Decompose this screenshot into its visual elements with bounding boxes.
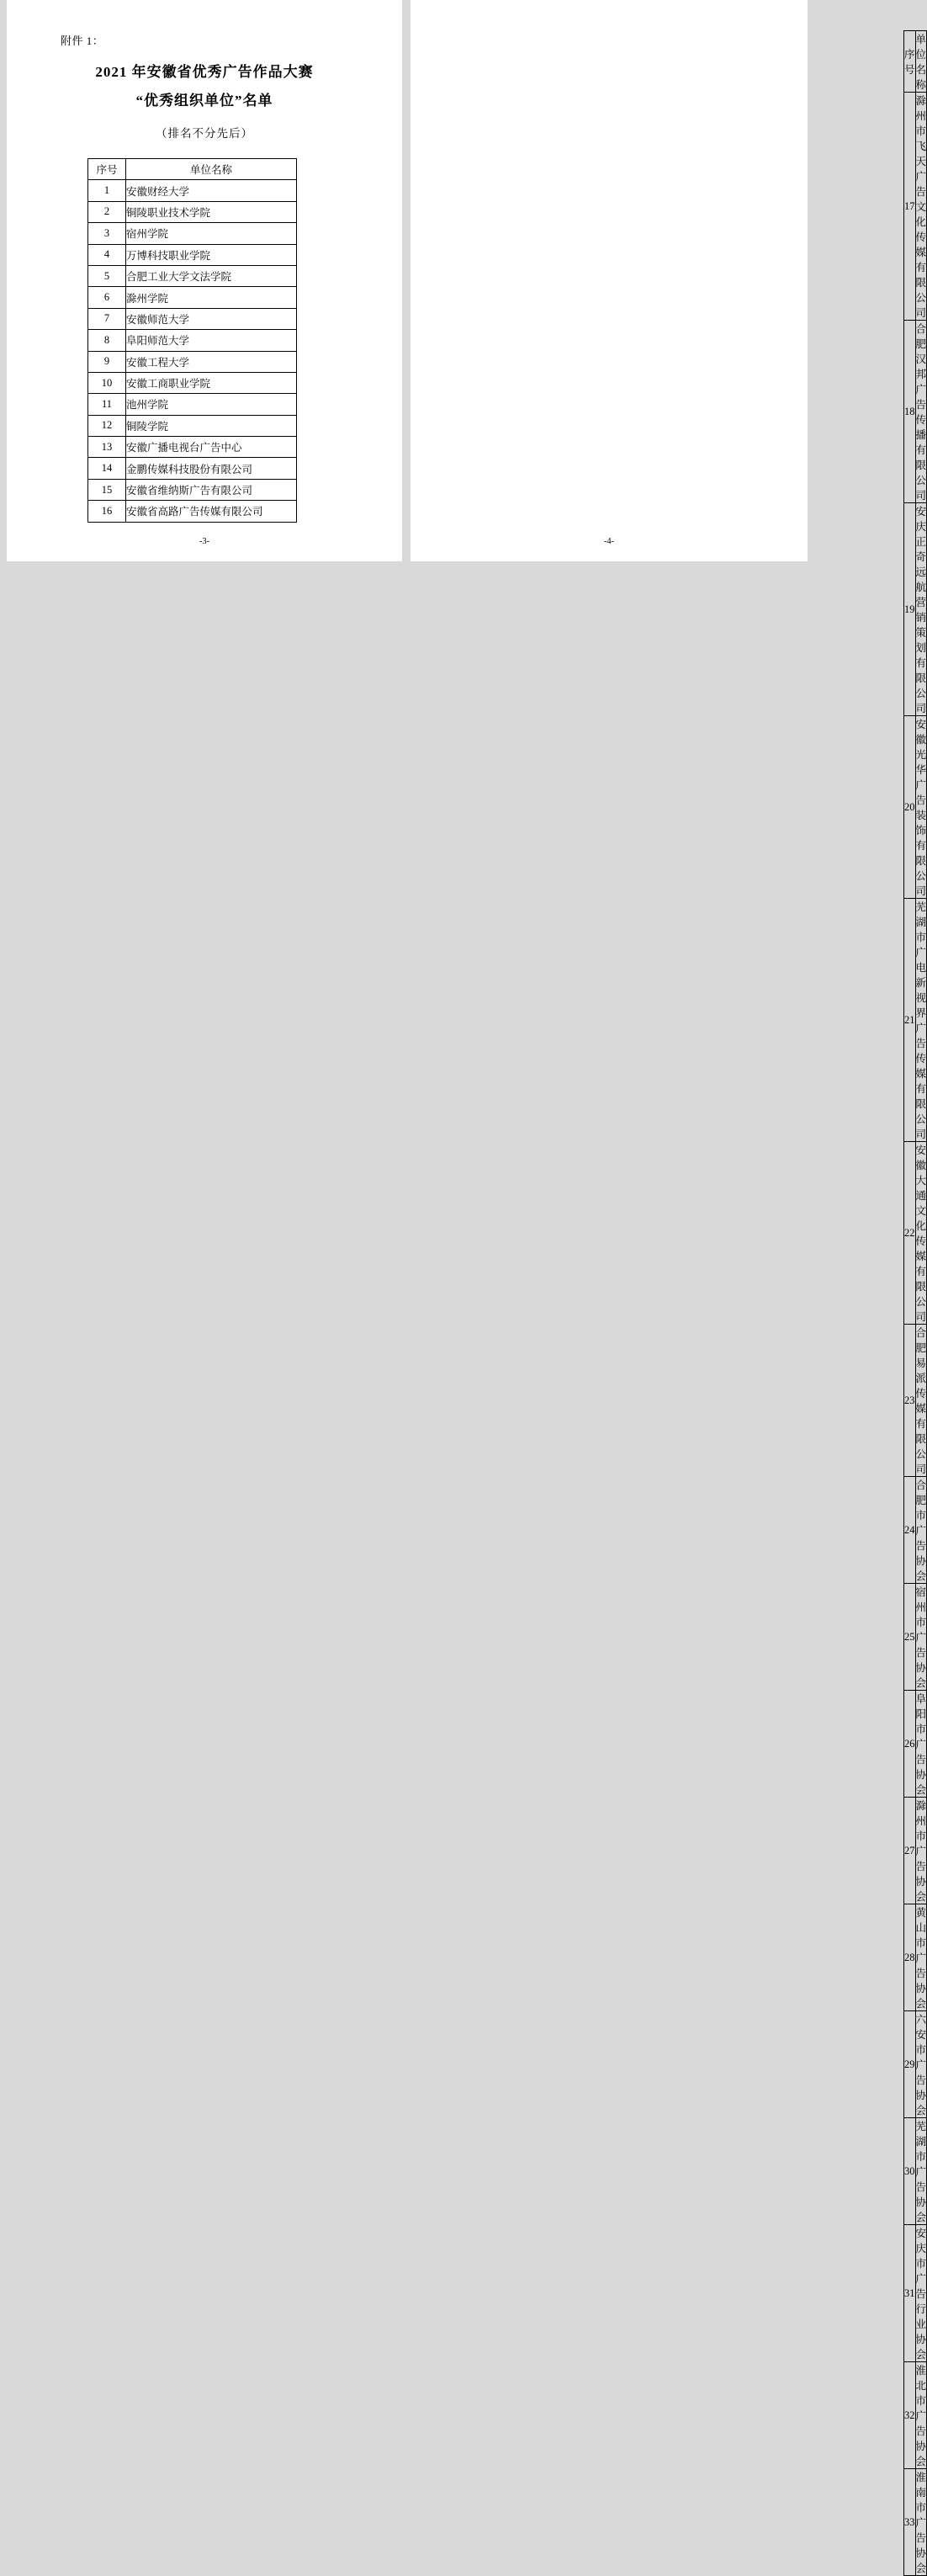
cell-name: 阜阳师范大学 bbox=[126, 330, 297, 351]
cell-no: 4 bbox=[88, 244, 126, 265]
attachment-label: 附件 1： bbox=[61, 35, 104, 47]
table-row bbox=[904, 1904, 927, 2011]
column-header-no: 序号 bbox=[904, 31, 916, 93]
cell-name: 万博科技职业学院 bbox=[126, 244, 297, 265]
cell-name: 黄山市广告协会 bbox=[915, 1904, 927, 2011]
column-header-no: 序号 bbox=[88, 159, 126, 180]
table-row bbox=[904, 1584, 927, 1691]
table-row bbox=[88, 265, 297, 286]
table-row bbox=[904, 2469, 927, 2576]
table-row bbox=[904, 1477, 927, 1584]
page-title-line-2: “优秀组织单位”名单 bbox=[135, 93, 273, 109]
table-row bbox=[904, 1798, 927, 1904]
table-row bbox=[904, 2362, 927, 2469]
table-row bbox=[904, 503, 927, 716]
cell-no: 11 bbox=[88, 394, 126, 415]
cell-no: 17 bbox=[904, 93, 916, 321]
cell-no: 8 bbox=[88, 330, 126, 351]
table-row bbox=[88, 437, 297, 458]
cell-name: 金鹏传媒科技股份有限公司 bbox=[126, 458, 297, 479]
cell-name: 池州学院 bbox=[126, 394, 297, 415]
page-left bbox=[7, 0, 402, 561]
cell-name: 安徽工商职业学院 bbox=[126, 372, 297, 393]
table-row bbox=[904, 2225, 927, 2362]
cell-name: 安徽财经大学 bbox=[126, 180, 297, 201]
cell-no: 15 bbox=[88, 479, 126, 500]
table-row bbox=[904, 321, 927, 503]
cell-name: 合肥汉邦广告传播有限公司 bbox=[915, 321, 927, 503]
cell-name: 宿州学院 bbox=[126, 223, 297, 244]
page-subtitle: （排名不分先后） bbox=[156, 127, 253, 140]
cell-no: 33 bbox=[904, 2469, 916, 2576]
cell-name: 芜湖市广告协会 bbox=[915, 2118, 927, 2225]
cell-no: 26 bbox=[904, 1691, 916, 1798]
cell-name: 淮北市广告协会 bbox=[915, 2362, 927, 2469]
cell-no: 29 bbox=[904, 2011, 916, 2118]
table-row bbox=[88, 501, 297, 522]
cell-name: 安徽光华广告装饰有限公司 bbox=[915, 716, 927, 899]
cell-no: 2 bbox=[88, 201, 126, 222]
cell-name: 安庆市广告行业协会 bbox=[915, 2225, 927, 2362]
cell-no: 20 bbox=[904, 716, 916, 899]
cell-name: 安徽大通文化传媒有限公司 bbox=[915, 1142, 927, 1325]
table-row bbox=[88, 458, 297, 479]
cell-no: 32 bbox=[904, 2362, 916, 2469]
unit-list-table-right bbox=[903, 30, 927, 2576]
cell-no: 25 bbox=[904, 1584, 916, 1691]
table-row bbox=[88, 479, 297, 500]
cell-no: 13 bbox=[88, 437, 126, 458]
cell-no: 28 bbox=[904, 1904, 916, 2011]
cell-name: 安徽工程大学 bbox=[126, 351, 297, 372]
cell-no: 7 bbox=[88, 308, 126, 329]
table-row bbox=[88, 223, 297, 244]
table-row bbox=[904, 899, 927, 1142]
column-header-name: 单位名称 bbox=[915, 31, 927, 93]
cell-name: 宿州市广告协会 bbox=[915, 1584, 927, 1691]
cell-name: 铜陵学院 bbox=[126, 415, 297, 436]
cell-no: 19 bbox=[904, 503, 916, 716]
table-row bbox=[88, 287, 297, 308]
page-title-line-1: 2021 年安徽省优秀广告作品大赛 bbox=[95, 64, 314, 80]
table-row bbox=[88, 308, 297, 329]
table-row bbox=[904, 716, 927, 899]
table-row bbox=[88, 394, 297, 415]
table-header-row bbox=[904, 31, 927, 93]
table-row bbox=[88, 372, 297, 393]
cell-no: 21 bbox=[904, 899, 916, 1142]
cell-no: 14 bbox=[88, 458, 126, 479]
cell-no: 9 bbox=[88, 351, 126, 372]
cell-no: 16 bbox=[88, 501, 126, 522]
cell-no: 10 bbox=[88, 372, 126, 393]
table-row bbox=[904, 1142, 927, 1325]
cell-name: 安徽省高路广告传媒有限公司 bbox=[126, 501, 297, 522]
cell-name: 合肥工业大学文法学院 bbox=[126, 265, 297, 286]
cell-name: 合肥易派传媒有限公司 bbox=[915, 1325, 927, 1477]
cell-name: 阜阳市广告协会 bbox=[915, 1691, 927, 1798]
cell-no: 27 bbox=[904, 1798, 916, 1904]
table-header-row bbox=[88, 159, 297, 180]
table-row bbox=[88, 244, 297, 265]
cell-name: 滁州市广告协会 bbox=[915, 1798, 927, 1904]
cell-name: 安徽广播电视台广告中心 bbox=[126, 437, 297, 458]
cell-no: 3 bbox=[88, 223, 126, 244]
cell-name: 安庆正奇远航营销策划有限公司 bbox=[915, 503, 927, 716]
table-row bbox=[904, 93, 927, 321]
page-number-left: -3- bbox=[199, 537, 210, 546]
page-number-right: -4- bbox=[603, 537, 615, 546]
cell-no: 22 bbox=[904, 1142, 916, 1325]
cell-no: 31 bbox=[904, 2225, 916, 2362]
cell-no: 24 bbox=[904, 1477, 916, 1584]
cell-no: 30 bbox=[904, 2118, 916, 2225]
unit-list-table-left bbox=[87, 158, 297, 523]
page-right bbox=[411, 0, 927, 2574]
cell-no: 5 bbox=[88, 265, 126, 286]
cell-name: 滁州学院 bbox=[126, 287, 297, 308]
cell-name: 合肥市广告协会 bbox=[915, 1477, 927, 1584]
cell-name: 安徽师范大学 bbox=[126, 308, 297, 329]
cell-name: 芜湖市广电新视界广告传媒有限公司 bbox=[915, 899, 927, 1142]
table-row bbox=[88, 351, 297, 372]
cell-name: 滁州市飞天广告文化传媒有限公司 bbox=[915, 93, 927, 321]
table-row bbox=[88, 415, 297, 436]
table-row bbox=[904, 1691, 927, 1798]
cell-no: 23 bbox=[904, 1325, 916, 1477]
table-row bbox=[88, 330, 297, 351]
cell-name: 安徽省维纳斯广告有限公司 bbox=[126, 479, 297, 500]
table-row bbox=[904, 2118, 927, 2225]
cell-name: 六安市广告协会 bbox=[915, 2011, 927, 2118]
cell-name: 铜陵职业技术学院 bbox=[126, 201, 297, 222]
table-row bbox=[904, 1325, 927, 1477]
column-header-name: 单位名称 bbox=[126, 159, 297, 180]
table-row bbox=[904, 2011, 927, 2118]
cell-name: 淮南市广告协会 bbox=[915, 2469, 927, 2576]
table-row bbox=[88, 201, 297, 222]
table-row bbox=[88, 180, 297, 201]
cell-no: 18 bbox=[904, 321, 916, 503]
cell-no: 6 bbox=[88, 287, 126, 308]
cell-no: 12 bbox=[88, 415, 126, 436]
cell-no: 1 bbox=[88, 180, 126, 201]
